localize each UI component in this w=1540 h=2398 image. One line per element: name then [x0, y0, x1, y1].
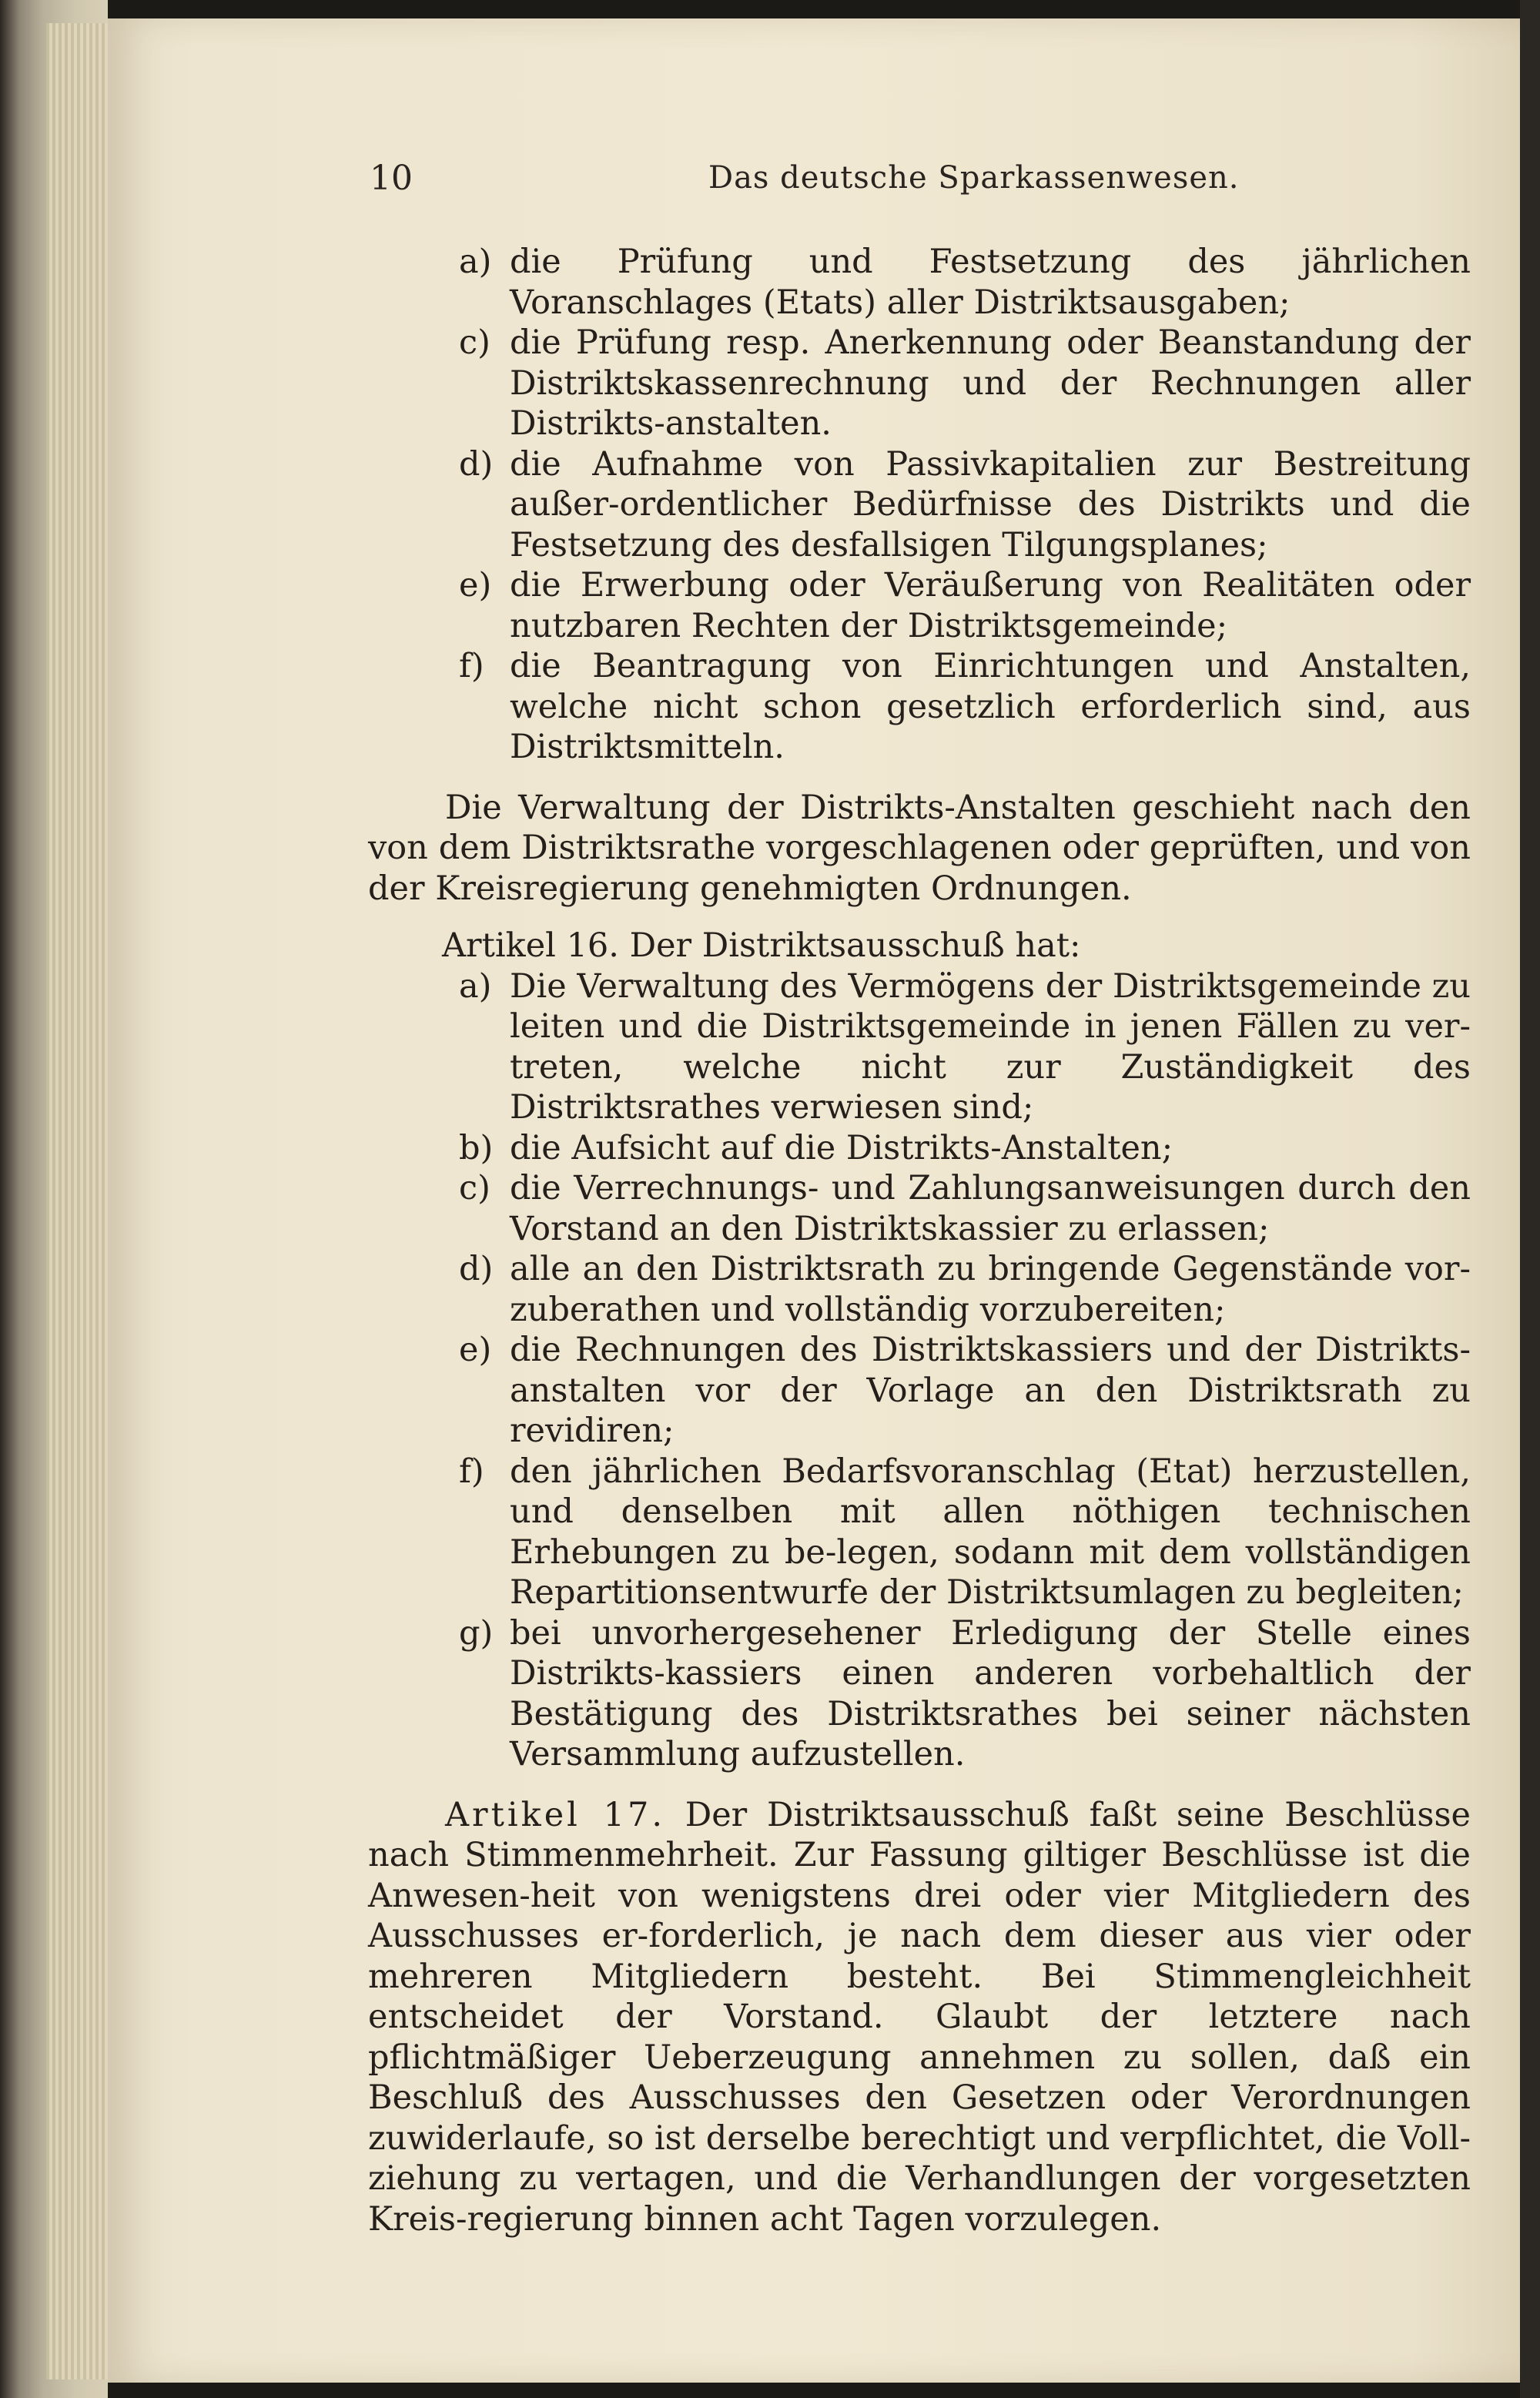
list-item-label: a) [459, 966, 492, 1006]
article-17-label: Artikel 17. [445, 1795, 666, 1834]
paragraph-administration: Die Verwaltung der Distrikts-Anstalten geschieht nach den von dem Distriktsrathe vorgeschlagenen oder geprüften, und von der Kreisregierung genehmigten Ordnungen. [368, 788, 1471, 908]
list-item-label: b) [459, 1128, 494, 1167]
list-item-label: e) [459, 1331, 492, 1369]
list-item-text: die Prüfung resp. Anerkennung oder Beanstandung der Distriktskassenrechnung und der Rechnungen aller Distrikts-anstalten. [510, 323, 1471, 443]
list-item [368, 1249, 1471, 1330]
article-16-list [368, 966, 1471, 1775]
list-item-text: die Aufsicht auf die Distrikts-Anstalten; [510, 1128, 1173, 1167]
list-continued [368, 242, 1471, 768]
article-17-paragraph [368, 1795, 1471, 2240]
running-title: Das deutsche Sparkassenwesen. [708, 160, 1240, 196]
article-17-text: Der Distriktsausschuß faßt seine Beschlüsse nach Stimmenmehrheit. Zur Fassung giltiger Beschlüsse ist die Anwesen-heit von wenigstens drei oder vier Mitgliedern des Ausschusses er-forderlich, je nach dem dieser aus vier oder mehreren Mitgliedern besteht. Bei Stimmengleichheit entscheidet der Vorstand. Glaubt der letztere nach pflichtmäßiger Ueberzeugung annehmen zu sollen, daß ein Beschluß des Ausschusses den Gesetzen oder Verordnungen zuwiderlaufe, so ist derselbe berechtigt und verpflichtet, die Voll-ziehung zu vertagen, und die Verhandlungen der vorgesetzten Kreis-regierung binnen acht Tagen vorzulegen. [368, 1795, 1471, 2239]
list-item-label: f) [459, 1452, 484, 1491]
body-text [368, 242, 1471, 2239]
list-item-label: g) [459, 1613, 494, 1653]
list-item-label: c) [459, 323, 490, 362]
list-item-text: den jährlichen Bedarfsvoranschlag (Etat) herzustellen, und denselben mit allen nöthigen technischen Erhebungen zu be-legen, sodann mit dem vollständigen Repartitionsentwurfe der Distriktsumlagen zu begleiten; [510, 1452, 1471, 1612]
list-item [368, 1330, 1471, 1452]
page-edges [46, 23, 108, 2380]
list-item-text: alle an den Distriktsrath zu bringende Gegenstände vor-zuberathen und vollständig vorzubereiten; [510, 1250, 1471, 1329]
list-item [368, 1613, 1471, 1775]
list-item [368, 565, 1471, 646]
list-item [368, 444, 1471, 566]
list-item-text: Die Verwaltung des Vermögens der Distriktsgemeinde zu leiten und die Distriktsgemeinde in jenen Fällen zu ver-treten, welche nicht zur Zuständigkeit des Distriktsrathes verwiesen sind; [510, 966, 1471, 1127]
list-item [368, 1452, 1471, 1613]
list-item-text: die Erwerbung oder Veräußerung von Realitäten oder nutzbaren Rechten der Distriktsgemeinde; [510, 566, 1471, 645]
list-item-text: die Prüfung und Festsetzung des jährlichen Voranschlages (Etats) aller Distriktsausgaben; [510, 243, 1471, 322]
list-item-label: f) [459, 647, 484, 685]
list-item-label: e) [459, 566, 492, 605]
list-item-label: a) [459, 243, 492, 281]
list-item-text: die Aufnahme von Passivkapitalien zur Bestreitung außer-ordentlicher Bedürfnisse des Distrikts und die Festsetzung des desfallsigen Tilgungsplanes; [510, 444, 1471, 564]
list-item-text: die Rechnungen des Distriktskassiers und der Distrikts-anstalten vor der Vorlage an den Distriktsrath zu revidiren; [510, 1331, 1471, 1450]
list-item [368, 1168, 1471, 1249]
list-item [368, 242, 1471, 323]
list-item [368, 323, 1471, 444]
list-item-text: die Verrechnungs- und Zahlungsanweisungen durch den Vorstand an den Distriktskassier zu erlassen; [510, 1169, 1471, 1248]
list-item-label: c) [459, 1169, 490, 1207]
list-item [368, 966, 1471, 1128]
list-item-text: die Beantragung von Einrichtungen und Anstalten, welche nicht schon gesetzlich erforderlich sind, aus Distriktsmitteln. [510, 647, 1471, 766]
running-header [370, 159, 1478, 205]
list-item-label: d) [459, 1250, 494, 1288]
article-16-heading: Artikel 16. Der Distriktsausschuß hat: [442, 926, 1081, 965]
list-item-text: bei unvorhergesehener Erledigung der Stelle eines Distrikts-kassiers einen anderen vorbehaltlich der Bestätigung des Distriktsrathes bei seiner nächsten Versammlung aufzustellen. [510, 1613, 1471, 1773]
scan-border [1520, 0, 1540, 2398]
list-item [368, 1128, 1471, 1169]
list-item-label: d) [459, 444, 494, 484]
page-number: 10 [370, 159, 413, 198]
list-item [368, 646, 1471, 768]
